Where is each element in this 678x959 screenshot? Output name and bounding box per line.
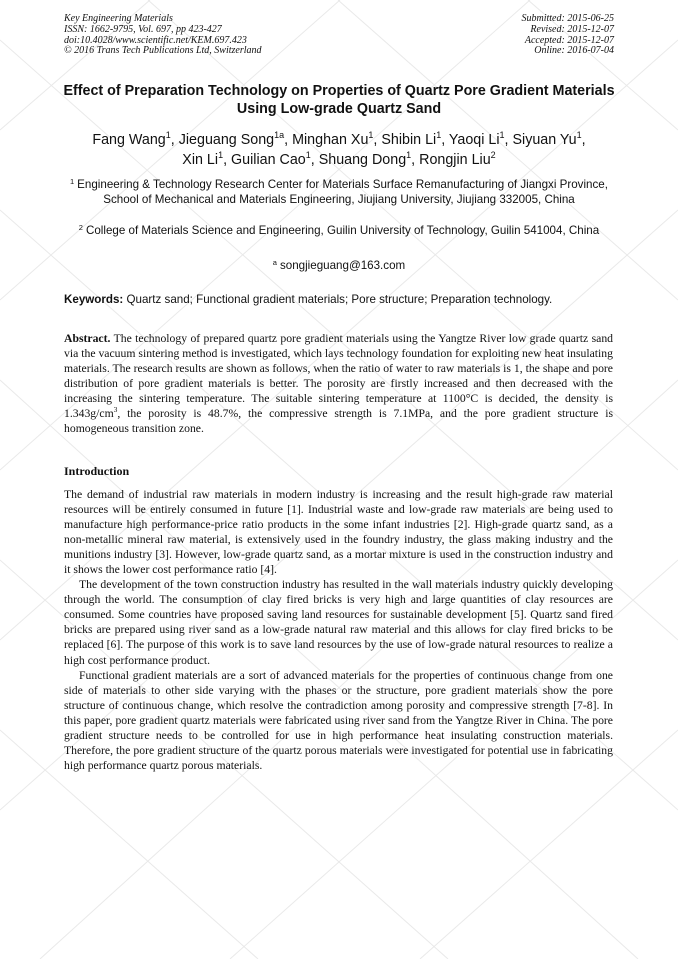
affiliation-mark: 1 bbox=[70, 177, 75, 186]
author: Jieguang Song$^{1a}$, bbox=[178, 130, 293, 148]
affiliation-text: College of Materials Science and Engineering, Guilin University of Technology, Guilin 541004, China bbox=[85, 224, 600, 237]
introduction-paragraph: The development of the town construction industry has resulted in the wall materials industry quickly developing through the world. The consumption of clay fired bricks is very high and large quantities of clay resources are consumed. Some countries have proposed saving land resources for sustainable development [5]. Quartz sand fired bricks are prepared using river sand as a low-grade natural raw material and this allows for clay fired bricks to be replaced [6]. The purpose of this work is to save land resources by the use of low-grade natural resources to realize a high cost performance product. bbox=[64, 578, 613, 667]
author: Guilian Cao$^1$, bbox=[231, 150, 319, 168]
affiliation-text: Engineering & Technology Research Center for Materials Surface Remanufacturing of Jiangxi Province, School of Mechanical and Materials Engineering, Jiujiang University, Jiujiang 332005, China bbox=[77, 178, 608, 206]
author: Shibin Li$^1$, bbox=[381, 130, 449, 148]
submitted-date: Submitted: 2015-06-25 bbox=[521, 13, 614, 24]
publication-info bbox=[64, 14, 262, 57]
publication-dates bbox=[522, 14, 615, 57]
affiliation-2 bbox=[64, 223, 614, 238]
keywords-label: Keywords: bbox=[64, 293, 124, 306]
accepted-date: Accepted: 2015-12-07 bbox=[524, 34, 614, 46]
affiliation-1 bbox=[64, 177, 614, 207]
affiliation-mark: 2 bbox=[78, 223, 83, 232]
copyright: © 2016 Trans Tech Publications Ltd, Switzerland bbox=[64, 45, 262, 57]
author: Xin Li$^1$, bbox=[182, 150, 232, 168]
author: Yaoqi Li$^1$, bbox=[448, 130, 513, 148]
online-date: Online: 2016-07-04 bbox=[534, 45, 614, 57]
abstract-label: Abstract. bbox=[64, 332, 111, 345]
abstract bbox=[64, 331, 613, 436]
author: Fang Wang$^1$, bbox=[92, 130, 179, 148]
keywords bbox=[64, 292, 614, 307]
author-list bbox=[48, 130, 630, 170]
email-address: songjieguang@163.com bbox=[279, 259, 406, 272]
abstract-superscript: 3 bbox=[113, 405, 118, 415]
introduction-paragraph: Functional gradient materials are a sort of advanced materials for the properties of continuous change from one side of materials to other side varying with the phases or the structure, pore gradient materials show the pore structure of continuous change, which resolve the contradiction among porosity and compressive strength [7-8]. In this paper, pore gradient quartz materials were fabricated using river sand from the Yangtze River in China. The pore gradient structure needs to be controlled for use in high performance heat insulating construction materials. Therefore, the pore gradient structure of the quartz porous materials were investigated for potential use in fabricating high performance quartz porous materials. bbox=[64, 668, 613, 772]
revised-date: Revised: 2015-12-07 bbox=[530, 23, 614, 35]
corresponding-email bbox=[64, 258, 614, 273]
journal-name: Key Engineering Materials bbox=[64, 13, 173, 24]
author: Minghan Xu$^1$, bbox=[292, 130, 382, 148]
email-mark: a bbox=[272, 258, 277, 267]
abstract-text: The technology of prepared quartz pore gradient materials using the Yangtze River low grade quartz sand via the vacuum sintering method is investigated, which lays technology foundation for exploiting new heat insulating materials. The research results are shown as follows, when the ratio of water to raw materials is 1, the shape and pore distribution of pore gradient materials is better. The porosity are firstly increased and then decreased with the increasing the sintering temperature. The suitable sintering temperature at 1100°C is decided, the density is 1.343g/cm bbox=[64, 332, 614, 421]
introduction-paragraph: The demand of industrial raw materials in modern industry is increasing and the result high-grade raw material resources will be entirely consumed in future [1]. Industrial waste and low-grade raw materials are being used to manufacture high performance-price ratio products in the some infant industries [2]. High-grade quartz sand, as a non-metallic mineral raw material, is extensively used in the foundry industry, the glass making industry and the munitions industry [3]. However, low-grade quartz sand, as a mortar mixture is used in the construction industry and it shows the lower cost performance ratio [4]. bbox=[64, 488, 613, 577]
section-heading-introduction: Introduction bbox=[64, 464, 130, 478]
abstract-text-continued: , the porosity is 48.7%, the compressive strength is 7.1MPa, and the pore gradient structure is homogeneous transition zone. bbox=[64, 407, 613, 436]
author: Rongjin Liu$^2$ bbox=[419, 150, 496, 168]
author: Shuang Dong$^1$, bbox=[318, 150, 420, 168]
paper-title: Effect of Preparation Technology on Properties of Quartz Pore Gradient Materials Using Low-grade Quartz Sand bbox=[63, 83, 615, 117]
issn-volume-pages: ISSN: 1662-9795, Vol. 697, pp 423-427 bbox=[64, 23, 222, 35]
introduction-body bbox=[64, 487, 613, 773]
keywords-text: Quartz sand; Functional gradient materials; Pore structure; Preparation technology. bbox=[126, 293, 553, 306]
author: Siyuan Yu$^1$, bbox=[512, 130, 586, 148]
doi: doi:10.4028/www.scientific.net/KEM.697.423 bbox=[64, 34, 247, 46]
